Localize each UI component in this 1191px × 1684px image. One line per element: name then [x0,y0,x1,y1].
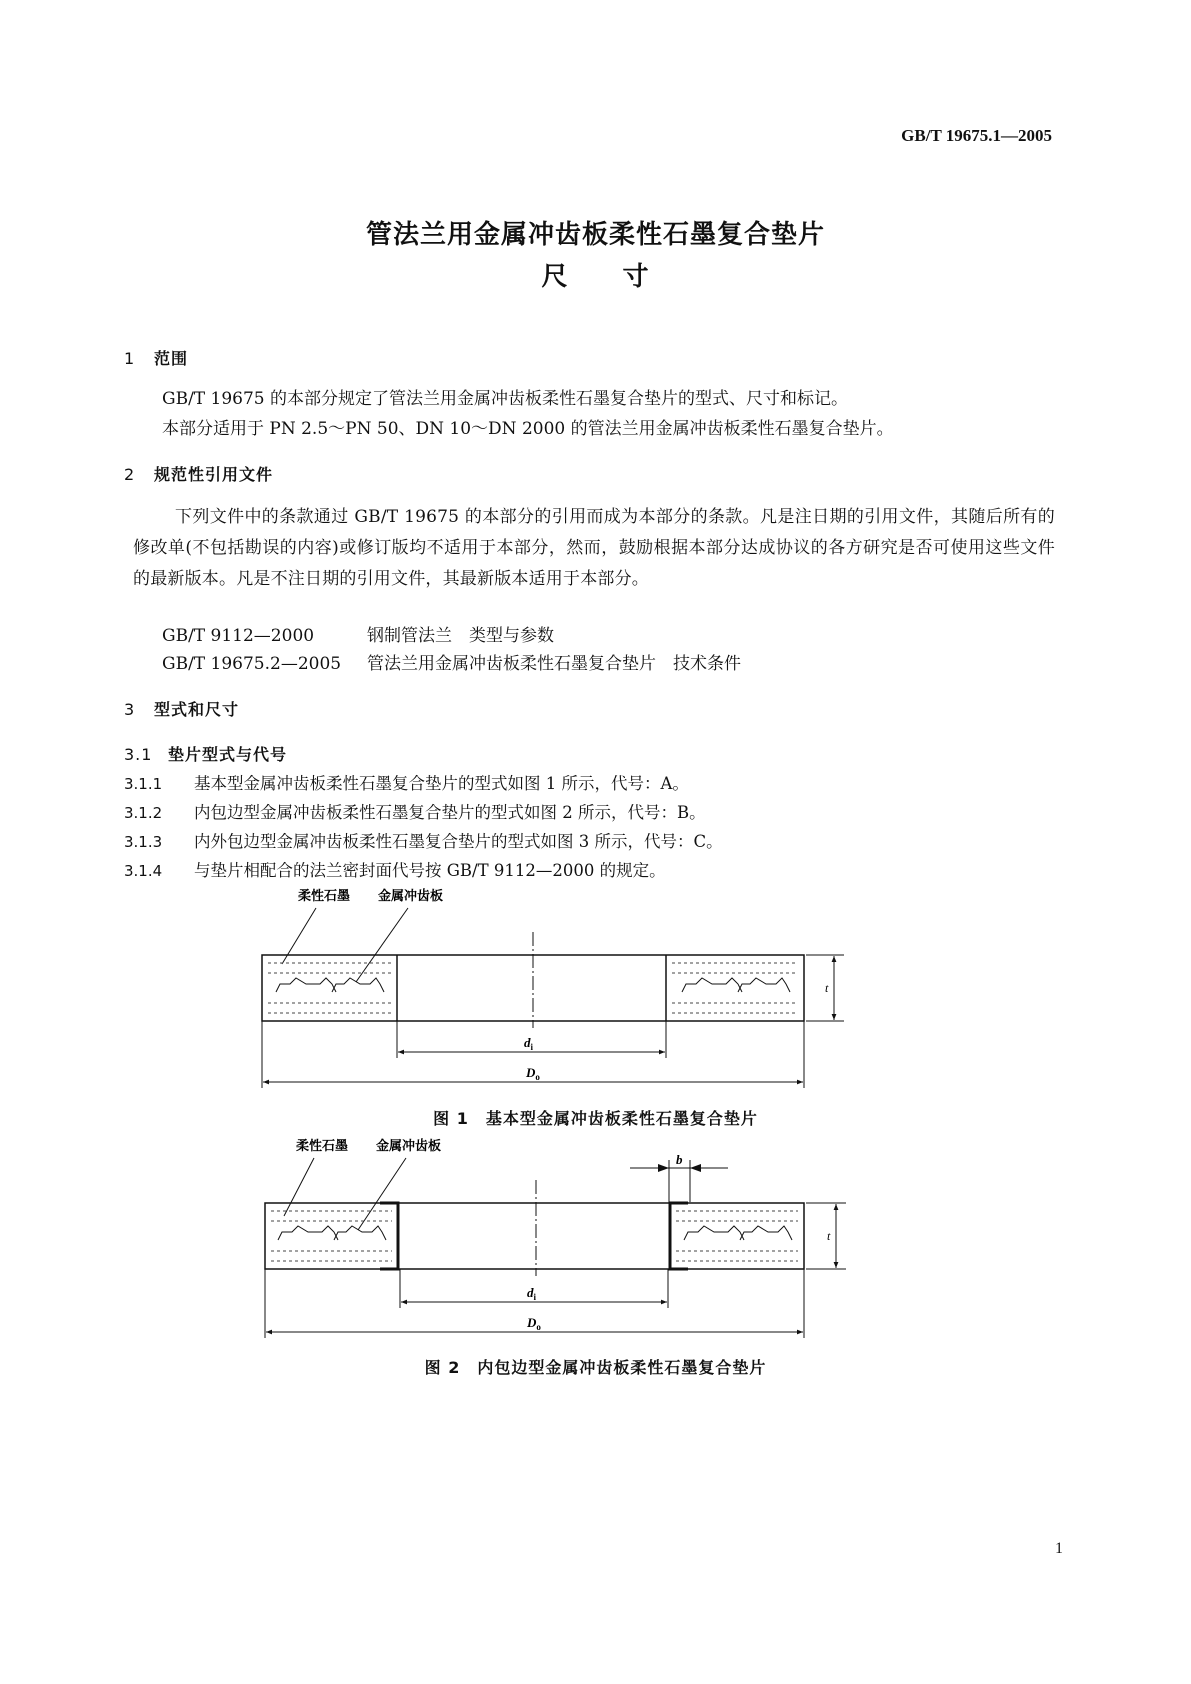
paragraph: 本部分适用于 PN 2.5～PN 50、DN 10～DN 2000 的管法兰用金属冲齿板柔性石墨复合垫片。 [162,419,894,439]
document-title: 管法兰用金属冲齿板柔性石墨复合垫片 [365,220,825,250]
reference-title: 管法兰用金属冲齿板柔性石墨复合垫片 技术条件 [367,654,741,674]
label-graphite: 柔性石墨 [298,888,351,903]
clause-text: 内包边型金属冲齿板柔性石墨复合垫片的型式如图 2 所示，代号：B。 [194,803,706,822]
section-title: 型式和尺寸 [154,700,240,719]
clause-text: 基本型金属冲齿板柔性石墨复合垫片的型式如图 1 所示，代号：A。 [194,774,689,793]
section-title: 垫片型式与代号 [168,745,288,764]
clause [124,857,666,881]
clause [124,770,689,794]
reference-title: 钢制管法兰 类型与参数 [367,626,554,646]
section-number: 1 [124,349,136,368]
clause [124,799,706,823]
label-metal-plate: 金属冲齿板 [376,1138,442,1153]
dim-label-do: $D_o$ [527,1315,541,1332]
dim-label-do: $D_o$ [526,1065,540,1082]
dim-label-t: t [827,1229,831,1243]
clause-text: 与垫片相配合的法兰密封面代号按 GB/T 9112—2000 的规定。 [194,861,666,880]
reference-code: GB/T 9112—2000 [162,626,315,646]
document-subtitle: 尺 寸 [541,262,650,292]
inner-eyelet-left [380,1203,398,1269]
figure-2-drawing [240,1130,860,1345]
page-number: 1 [1055,1540,1063,1557]
dim-label-di: $d_i$ [527,1285,537,1302]
dim-label-t: t [825,981,829,995]
leader-line [284,1158,314,1216]
section-title: 范围 [154,349,189,368]
figure-1-caption: 图 1 基本型金属冲齿板柔性石墨复合垫片 [433,1109,758,1128]
clause [124,828,723,852]
leader-line [356,908,408,982]
section-number: 3.1 [124,745,153,764]
label-graphite: 柔性石墨 [296,1138,349,1153]
graphite-layers [271,1211,798,1261]
reference-item [162,648,741,680]
dim-label-b: b [676,1152,683,1167]
label-metal-plate: 金属冲齿板 [378,888,444,903]
dim-label-di: $d_i$ [524,1035,534,1052]
clause-number: 3.1.2 [124,804,163,822]
figure-2-caption: 图 2 内包边型金属冲齿板柔性石墨复合垫片 [424,1358,767,1377]
clause-number: 3.1.4 [124,862,163,880]
gasket-outline [265,1203,804,1269]
section-3-heading [124,697,239,720]
reference-code: GB/T 19675.2—2005 [162,654,342,674]
section-number: 2 [124,465,136,484]
clause-number: 3.1.1 [124,775,163,793]
clause-text: 内外包边型金属冲齿板柔性石墨复合垫片的型式如图 3 所示，代号：C。 [194,832,723,851]
metal-plate [278,1226,792,1240]
paragraph: GB/T 19675 的本部分规定了管法兰用金属冲齿板柔性石墨复合垫片的型式、尺寸和标记。 [162,389,849,409]
subsection-3-1-heading [124,742,287,765]
figure-1-drawing [240,880,860,1095]
standard-code: GB/T 19675.1—2005 [901,126,1052,145]
paragraph: 下列文件中的条款通过 GB/T 19675 的本部分的引用而成为本部分的条款。凡是注日期的引用文件，其随后所有的修改单(不包括勘误的内容)或修订版均不适用于本部分，然而，鼓励根据本部分达成协议的各方研究是否可使用这些文件的最新版本。凡是不注日期的引用文件，其最新版本适用于本部分。 [133,507,1055,589]
clause-number: 3.1.3 [124,833,163,851]
section-title: 规范性引用文件 [154,465,274,484]
inner-eyelet-right [670,1203,688,1269]
section-2-heading [124,462,273,485]
section-number: 3 [124,700,136,719]
section-1-heading [124,346,188,369]
